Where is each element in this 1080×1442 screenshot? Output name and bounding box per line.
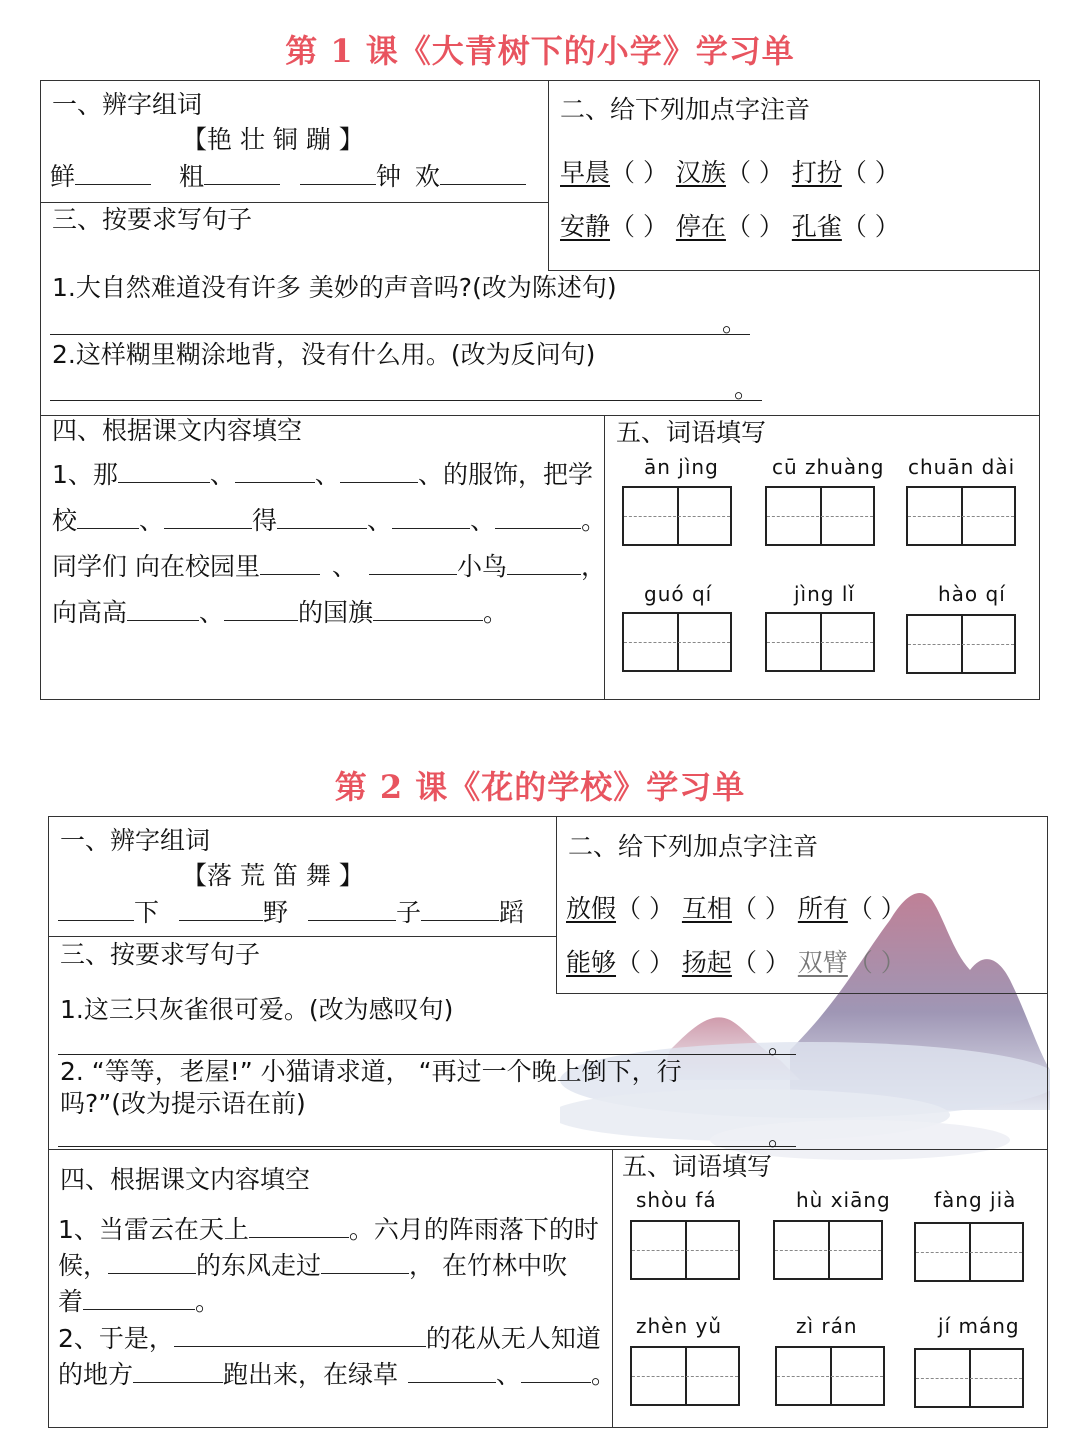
- tian-grid[interactable]: [630, 1220, 740, 1280]
- text: 校: [52, 506, 78, 535]
- blank[interactable]: [164, 504, 252, 529]
- blank[interactable]: [277, 504, 367, 529]
- tian-grid[interactable]: [622, 486, 732, 546]
- tian-grid[interactable]: [765, 486, 875, 546]
- question: 2.这样糊里糊涂地背，没有什么用。(改为反问句): [52, 340, 596, 369]
- pinyin-label: guó qí: [644, 582, 713, 606]
- char: 子: [395, 898, 421, 927]
- answer-paren[interactable]: （ ）: [841, 212, 900, 241]
- divider: [556, 993, 1048, 994]
- lesson2-title: 第 2 课《花的学校》学习单: [334, 768, 746, 806]
- dotted-word: 安静: [560, 212, 611, 241]
- text: 、: [314, 460, 340, 489]
- text: 、: [367, 506, 393, 535]
- text: 、的服饰，把学: [417, 460, 593, 489]
- pinyin-row: [566, 894, 906, 924]
- blank[interactable]: [179, 896, 263, 921]
- answer-paren[interactable]: （ ）: [725, 212, 784, 241]
- text: 得: [252, 506, 278, 535]
- blank[interactable]: [507, 550, 581, 575]
- pinyin-label: hào qí: [938, 582, 1006, 606]
- blank[interactable]: [108, 1249, 196, 1274]
- text: 、: [209, 460, 235, 489]
- text: ，: [580, 552, 606, 581]
- section-heading: 五、词语填写: [616, 418, 767, 447]
- text: 、: [470, 506, 496, 535]
- answer-paren[interactable]: （ ）: [847, 894, 906, 923]
- blank[interactable]: [127, 596, 199, 621]
- section-heading: 五、词语填写: [622, 1152, 773, 1181]
- tian-grid[interactable]: [773, 1220, 883, 1280]
- pinyin-label: ān jìng: [644, 455, 719, 479]
- fill-line: [58, 1358, 616, 1390]
- text: 。: [483, 598, 509, 627]
- blank[interactable]: [77, 504, 139, 529]
- blank[interactable]: [249, 1213, 349, 1238]
- pinyin-row: [560, 212, 900, 242]
- period: 。: [734, 374, 760, 403]
- pinyin-label: jìng lǐ: [794, 582, 855, 606]
- blank[interactable]: [174, 1322, 426, 1347]
- section-heading: 二、给下列加点字注音: [568, 832, 819, 861]
- char: 鲜: [50, 162, 76, 191]
- section-heading: 四、根据课文内容填空: [52, 416, 303, 445]
- blank[interactable]: [521, 1358, 591, 1383]
- fill-line: [52, 504, 606, 536]
- lesson1-title: 第 1 课《大青树下的小学》学习单: [285, 32, 795, 70]
- divider: [548, 270, 1040, 271]
- blank[interactable]: [495, 504, 581, 529]
- section-heading: 一、辨字组词: [60, 826, 211, 855]
- text: 的花从无人知道: [425, 1324, 601, 1353]
- tian-grid[interactable]: [775, 1346, 885, 1406]
- dotted-word: 汉族: [675, 158, 726, 187]
- tian-grid[interactable]: [622, 612, 732, 672]
- pinyin-label: fàng jià: [934, 1188, 1017, 1212]
- pinyin-label: cū zhuàng: [772, 455, 885, 479]
- char: 欢: [414, 162, 440, 191]
- text: 、: [331, 552, 357, 581]
- dotted-word: 打扮: [791, 158, 842, 187]
- char-set: 【落 荒 笛 舞 】: [182, 861, 364, 890]
- answer-paren[interactable]: （ ）: [616, 894, 674, 923]
- tian-grid[interactable]: [906, 486, 1016, 546]
- blank[interactable]: [321, 1249, 409, 1274]
- fill-line: [52, 458, 593, 490]
- blank[interactable]: [373, 596, 483, 621]
- answer-paren[interactable]: （ ）: [847, 948, 906, 977]
- tian-grid[interactable]: [914, 1348, 1024, 1408]
- dotted-word: 停在: [675, 212, 726, 241]
- text: 、: [496, 1360, 522, 1389]
- text: 、: [139, 506, 165, 535]
- blank[interactable]: [204, 160, 280, 185]
- answer-line[interactable]: [50, 400, 762, 401]
- text: 。: [591, 1360, 617, 1389]
- blank[interactable]: [224, 596, 298, 621]
- question: 1.大自然难道没有许多 美妙的声音吗?(改为陈述句): [52, 273, 617, 302]
- pinyin-label: hù xiāng: [796, 1188, 891, 1212]
- fill-line: [58, 1249, 567, 1281]
- text: ， 在竹林中吹: [409, 1251, 567, 1280]
- fill-line: [58, 1322, 601, 1354]
- blank[interactable]: [235, 458, 315, 483]
- text: 同学们 向在校园里: [52, 552, 260, 581]
- text: 的国旗: [298, 598, 374, 627]
- text: 。: [195, 1287, 221, 1316]
- pinyin-label: zhèn yǔ: [636, 1314, 723, 1338]
- char: 蹈: [498, 898, 524, 927]
- text: 候，: [58, 1251, 109, 1280]
- text: 跑出来，在绿草: [223, 1360, 399, 1389]
- blank[interactable]: [369, 550, 457, 575]
- answer-paren[interactable]: （ ）: [725, 158, 784, 187]
- divider: [548, 80, 549, 270]
- section-heading: 一、辨字组词: [52, 90, 203, 119]
- pinyin-label: jí máng: [938, 1314, 1020, 1338]
- text: 的地方: [58, 1360, 134, 1389]
- fill-line: [58, 1285, 220, 1317]
- char-set: 【艳 壮 铜 蹦 】: [182, 125, 364, 154]
- fill-line: [58, 1213, 599, 1245]
- answer-line[interactable]: [58, 1146, 796, 1147]
- divider: [48, 1149, 1048, 1150]
- text: 着: [58, 1287, 84, 1316]
- text: 的东风走过: [196, 1251, 322, 1280]
- text: 1、当雷云在天上: [58, 1215, 249, 1244]
- dotted-word: 早晨: [560, 158, 611, 187]
- word-group-row: [58, 896, 524, 928]
- blank[interactable]: [440, 160, 526, 185]
- blank[interactable]: [392, 504, 470, 529]
- tian-grid[interactable]: [906, 614, 1016, 674]
- dotted-word: 双臂: [797, 948, 848, 977]
- divider: [40, 202, 548, 203]
- period: 。: [722, 308, 748, 337]
- dotted-word: 所有: [797, 894, 848, 923]
- pinyin-label: shòu fá: [636, 1188, 717, 1212]
- tian-grid[interactable]: [630, 1346, 740, 1406]
- char: 下: [134, 898, 160, 927]
- blank[interactable]: [408, 1358, 496, 1383]
- dotted-word: 互相: [681, 894, 732, 923]
- answer-line[interactable]: [58, 1054, 796, 1055]
- blank[interactable]: [421, 896, 499, 921]
- fill-line: [52, 550, 606, 582]
- char: 野: [262, 898, 288, 927]
- blank[interactable]: [118, 458, 210, 483]
- answer-paren[interactable]: （ ）: [731, 894, 790, 923]
- divider: [556, 816, 557, 994]
- answer-paren[interactable]: （ ）: [616, 948, 674, 977]
- period: 。: [768, 1030, 794, 1059]
- text: 2、于是，: [58, 1324, 174, 1353]
- question: 1.这三只灰雀很可爱。(改为感叹句): [60, 995, 454, 1024]
- answer-line[interactable]: [50, 334, 750, 335]
- blank[interactable]: [133, 1358, 223, 1383]
- dotted-word: 能够: [566, 948, 617, 977]
- blank[interactable]: [300, 160, 376, 185]
- blank[interactable]: [83, 1285, 195, 1310]
- text: 向高高: [52, 598, 128, 627]
- pinyin-label: chuān dài: [908, 455, 1016, 479]
- pinyin-label: zì rán: [796, 1314, 858, 1338]
- fill-line: [52, 596, 508, 628]
- char: 钟: [375, 162, 401, 191]
- word-group-row: [50, 160, 526, 192]
- question: 2. “等等，老屋!” 小猫请求道， “再过一个晚上倒下，行: [60, 1057, 682, 1086]
- dotted-word: 扬起: [681, 948, 732, 977]
- dotted-word: 放假: [566, 894, 617, 923]
- text: 。: [581, 506, 607, 535]
- dotted-word: 孔雀: [791, 212, 842, 241]
- answer-paren[interactable]: （ ）: [610, 158, 668, 187]
- text: 。六月的阵雨落下的时: [348, 1215, 599, 1244]
- text: 、: [199, 598, 225, 627]
- period: 。: [768, 1122, 794, 1151]
- answer-paren[interactable]: （ ）: [610, 212, 668, 241]
- char: 粗: [178, 162, 204, 191]
- section-heading: 三、按要求写句子: [60, 940, 261, 969]
- blank[interactable]: [260, 550, 320, 575]
- tian-grid[interactable]: [914, 1222, 1024, 1282]
- blank[interactable]: [340, 458, 418, 483]
- blank[interactable]: [58, 896, 134, 921]
- blank[interactable]: [75, 160, 151, 185]
- section-heading: 四、根据课文内容填空: [60, 1165, 311, 1194]
- divider: [48, 936, 556, 937]
- pinyin-row: [560, 158, 900, 188]
- pinyin-row: [566, 948, 906, 978]
- answer-paren[interactable]: （ ）: [841, 158, 900, 187]
- text: 小鸟: [456, 552, 507, 581]
- question: 吗?”(改为提示语在前): [60, 1089, 306, 1118]
- tian-grid[interactable]: [765, 612, 875, 672]
- answer-paren[interactable]: （ ）: [731, 948, 790, 977]
- section-heading: 二、给下列加点字注音: [560, 95, 811, 124]
- text: 1、那: [52, 460, 118, 489]
- blank[interactable]: [308, 896, 396, 921]
- section-heading: 三、按要求写句子: [52, 205, 253, 234]
